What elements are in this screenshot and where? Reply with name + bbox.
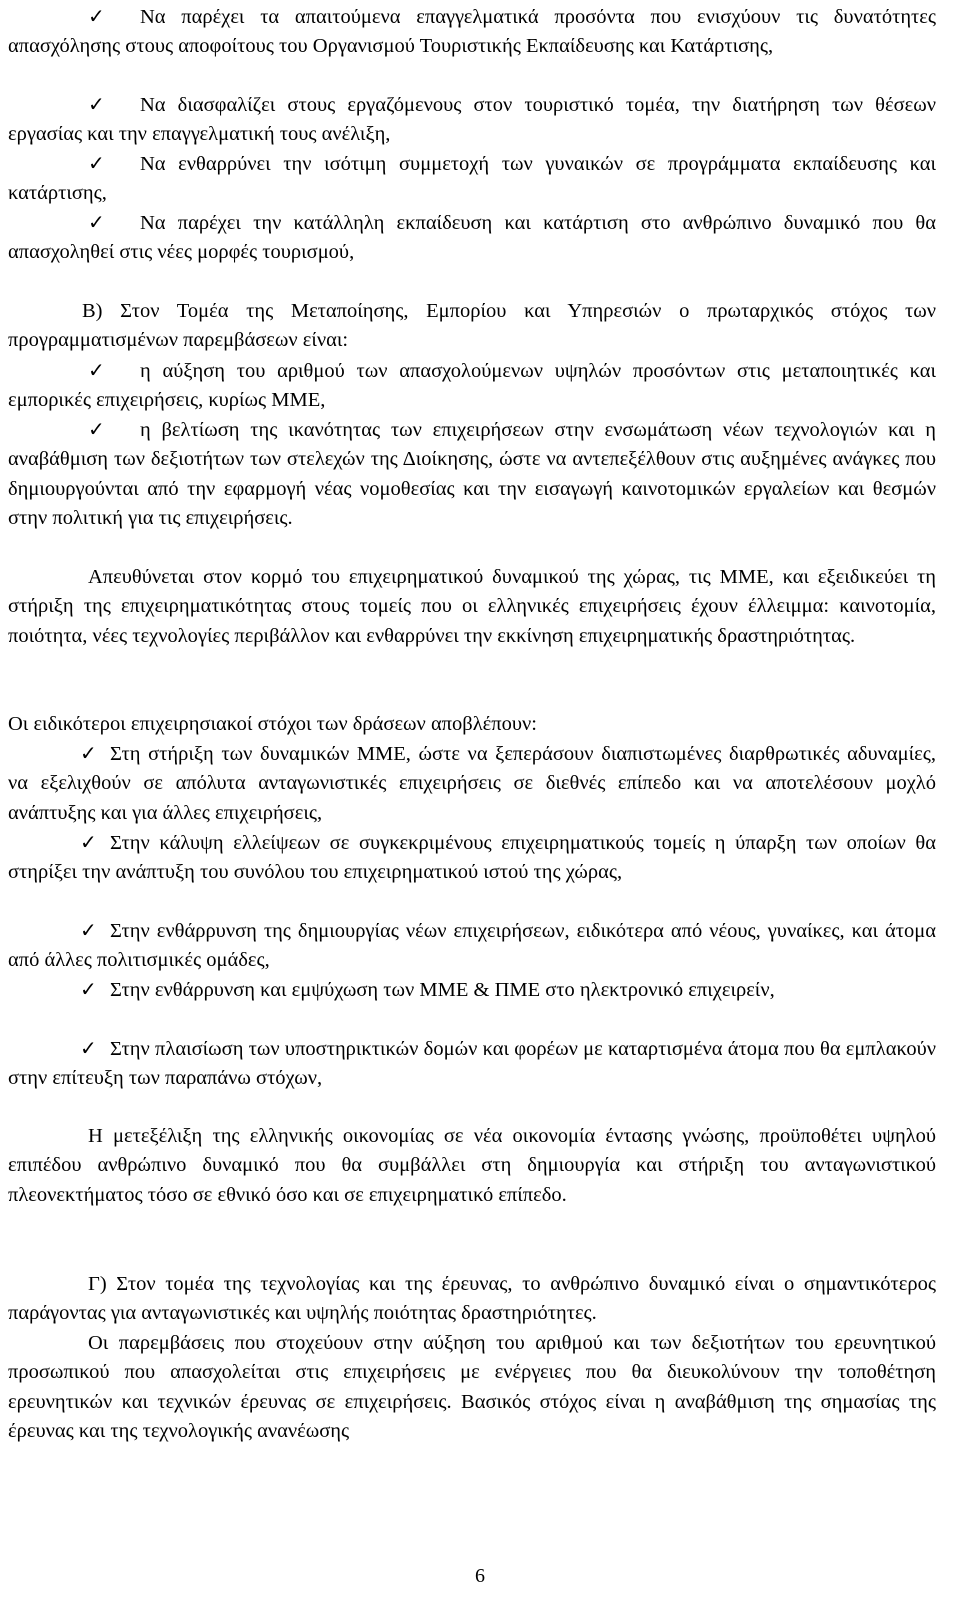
paragraph-knowledge: Η μετεξέλιξη της ελληνικής οικονομίας σε νέα οικονομία έντασης γνώσης, προϋποθέτει υψηλού επιπέδου ανθρώπινο δυναμικό που θα συμβάλλει στη δημιουργία και στήριξη του ανταγωνιστικού πλεονεκτήματος τόσο σε εθνικό όσο και σε επιχειρηματικό επίπεδο. bbox=[8, 1125, 936, 1206]
bullet-text: Στην ενθάρρυνση και εμψύχωση των ΜΜΕ & ΠΜΕ στο ηλεκτρονικό επιχειρείν, bbox=[110, 979, 775, 1001]
bullet-text: Να διασφαλίζει στους εργαζόμενους στον τουριστικό τομέα, την διατήρηση των θέσεων εργασίας και την επαγγελματική τους ανέλιξη, bbox=[8, 94, 936, 146]
objectives-intro: Οι ειδικότεροι επιχειρησιακοί στόχοι των δράσεων αποβλέπουν: bbox=[8, 713, 537, 735]
list-item bbox=[8, 975, 936, 1005]
list-item bbox=[8, 1034, 936, 1094]
bullet-text: Στην πλαισίωση των υποστηρικτικών δομών και φορέων με καταρτισμένα άτομα που θα εμπλακούν στην επίτευξη των παραπάνω στόχων, bbox=[8, 1038, 936, 1090]
checkmark-icon: ✓ bbox=[88, 151, 105, 175]
paragraph-research: Οι παρεμβάσεις που στοχεύουν στην αύξηση του αριθμού και των δεξιοτήτων του ερευνητικού προσωπικού που απασχολείται στις επιχειρήσεις με ενέργειες που θα διευκολύνουν την τοποθέτηση ερευνητικών και τεχνικών έρευνας σε επιχειρήσεις. Βασικός στόχος είναι η αναβάθμιση της σημασίας της έρευνας και της τεχνολογικής ανανέωσης bbox=[8, 1332, 936, 1443]
bullet-text: Να ενθαρρύνει την ισότιμη συμμετοχή των γυναικών σε προγράμματα εκπαίδευσης και κατάρτισης, bbox=[8, 153, 936, 205]
checkmark-icon: ✓ bbox=[80, 977, 97, 1001]
list-item bbox=[8, 739, 936, 828]
list-item bbox=[8, 356, 936, 416]
list-item bbox=[8, 2, 936, 62]
bullet-text: Στην ενθάρρυνση της δημιουργίας νέων επιχειρήσεων, ειδικότερα από νέους, γυναίκες, και άτομα από άλλες πολιτισμικές ομάδες, bbox=[8, 920, 936, 972]
bullet-text: Στη στήριξη των δυναμικών ΜΜΕ, ώστε να ξεπεράσουν διαπιστωμένες διαρθρωτικές αδυναμίες, να εξελιχθούν σε απόλυτα ανταγωνιστικές επιχειρήσεις σε διεθνές επίπεδο και να αποτελέσουν μοχλό ανάπτυξης και για άλλες επιχειρήσεις, bbox=[8, 743, 936, 824]
bullet-text: Να παρέχει τα απαιτούμενα επαγγελματικά προσόντα που ενισχύουν τις δυνατότητες απασχόλησης στους αποφοίτους του Οργανισμού Τουριστικής Εκπαίδευσης και Κατάρτισης, bbox=[8, 6, 936, 58]
section-c-intro: Γ) Στον τομέα της τεχνολογίας και της έρευνας, το ανθρώπινο δυναμικό είναι ο σημαντικότερος παράγοντας για ανταγωνιστικές και υψηλής ποιότητας δραστηριότητες. bbox=[8, 1273, 936, 1325]
bullet-text: Να παρέχει την κατάλληλη εκπαίδευση και κατάρτιση στο ανθρώπινο δυναμικό που θα απασχοληθεί στις νέες μορφές τουρισμού, bbox=[8, 212, 936, 264]
checkmark-icon: ✓ bbox=[80, 741, 97, 765]
bullet-text: Στην κάλυψη ελλείψεων σε συγκεκριμένους επιχειρηματικούς τομείς η ύπαρξη των οποίων θα στηρίξει την ανάπτυξη του συνόλου του επιχειρηματικού ιστού της χώρας, bbox=[8, 832, 936, 884]
page-number: 6 bbox=[475, 1565, 485, 1587]
section-b-intro: Β) Στον Τομέα της Μεταποίησης, Εμπορίου και Υπηρεσιών ο πρωταρχικός στόχος των προγραμματισμένων παρεμβάσεων είναι: bbox=[8, 300, 936, 352]
list-item bbox=[8, 149, 936, 209]
checkmark-icon: ✓ bbox=[88, 210, 105, 234]
list-item bbox=[8, 415, 936, 534]
checkmark-icon: ✓ bbox=[88, 417, 105, 441]
checkmark-icon: ✓ bbox=[88, 358, 105, 382]
checkmark-icon: ✓ bbox=[80, 1036, 97, 1060]
list-item bbox=[8, 916, 936, 976]
list-item bbox=[8, 208, 936, 268]
checkmark-icon: ✓ bbox=[80, 830, 97, 854]
paragraph-sme: Απευθύνεται στον κορμό του επιχειρηματικού δυναμικού της χώρας, τις ΜΜΕ, και εξειδικεύει τη στήριξη της επιχειρηματικότητας στους τομείς που οι ελληνικές επιχειρήσεις έχουν έλλειμμα: καινοτομία, ποιότητα, νέες τεχνολογίες περιβάλλον και ενθαρρύνει την εκκίνηση επιχειρηματικής δραστηριότητας. bbox=[8, 566, 936, 647]
list-item bbox=[8, 828, 936, 888]
checkmark-icon: ✓ bbox=[88, 92, 105, 116]
bullet-text: η αύξηση του αριθμού των απασχολούμενων υψηλών προσόντων στις μεταποιητικές και εμπορικές επιχειρήσεις, κυρίως ΜΜΕ, bbox=[8, 360, 936, 412]
list-item bbox=[8, 90, 936, 150]
checkmark-icon: ✓ bbox=[88, 4, 105, 28]
checkmark-icon: ✓ bbox=[80, 918, 97, 942]
bullet-text: η βελτίωση της ικανότητας των επιχειρήσεων στην ενσωμάτωση νέων τεχνολογιών και η αναβάθμιση των δεξιοτήτων των στελεχών της Διοίκησης, ώστε να αντεπεξέλθουν στις αυξημένες ανάγκες που δημιουργούνται από την εφαρμογή νέας νομοθεσίας και την εισαγωγή καινοτομικών εργαλείων και θεσμών στην πολιτική για τις επιχειρήσεις. bbox=[8, 419, 936, 530]
